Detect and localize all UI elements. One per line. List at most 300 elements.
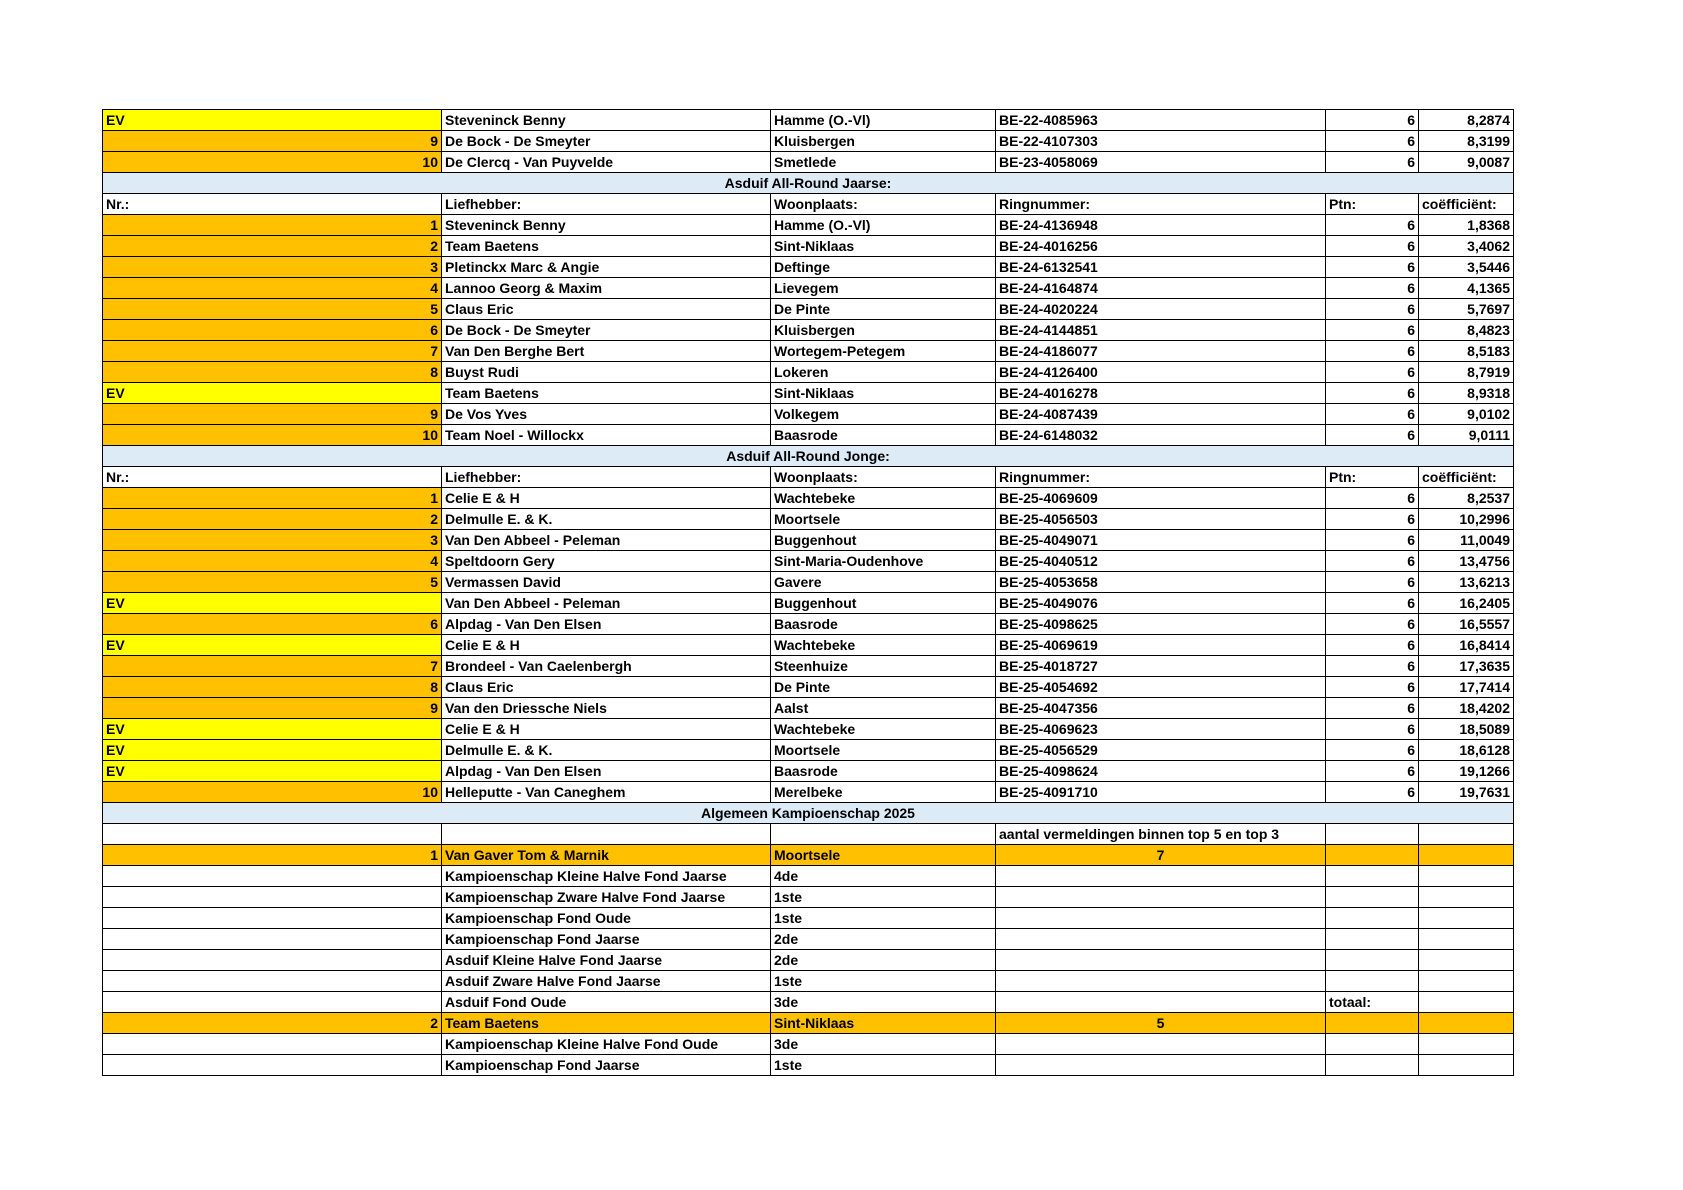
empty-cell bbox=[103, 866, 442, 887]
place-cell: Merelbeke bbox=[771, 782, 996, 803]
section-title-row-jaarse bbox=[103, 173, 1514, 194]
place-cell: Baasrode bbox=[771, 614, 996, 635]
coefficient-cell: 8,3199 bbox=[1419, 131, 1514, 152]
coefficient-cell: 9,0087 bbox=[1419, 152, 1514, 173]
fancier-cell: Celie E & H bbox=[442, 635, 771, 656]
championship-rank: 1ste bbox=[771, 971, 996, 992]
place-cell: Hamme (O.-Vl) bbox=[771, 215, 996, 236]
ring-number-cell: BE-25-4049071 bbox=[996, 530, 1326, 551]
championship-rank: 4de bbox=[771, 866, 996, 887]
fancier-cell: Claus Eric bbox=[442, 677, 771, 698]
ring-number-cell: BE-24-4020224 bbox=[996, 299, 1326, 320]
rank-cell: EV bbox=[103, 383, 442, 404]
empty-cell bbox=[996, 992, 1326, 1013]
ranking-row bbox=[103, 131, 1514, 152]
place-cell: Steenhuize bbox=[771, 656, 996, 677]
ring-number-cell: BE-24-6132541 bbox=[996, 257, 1326, 278]
points-cell: 6 bbox=[1326, 278, 1419, 299]
ring-number-cell: BE-24-4186077 bbox=[996, 341, 1326, 362]
rank-cell: 7 bbox=[103, 656, 442, 677]
empty-cell bbox=[996, 929, 1326, 950]
ring-number-cell: BE-25-4054692 bbox=[996, 677, 1326, 698]
empty-cell bbox=[1326, 929, 1419, 950]
place-cell: Sint-Niklaas bbox=[771, 236, 996, 257]
empty-cell bbox=[1419, 929, 1514, 950]
place-cell: Lokeren bbox=[771, 362, 996, 383]
ring-number-cell: BE-25-4018727 bbox=[996, 656, 1326, 677]
championship-rank: 3de bbox=[771, 992, 996, 1013]
ranking-row bbox=[103, 299, 1514, 320]
header-fancier: Liefhebber: bbox=[442, 467, 771, 488]
championship-mention-row bbox=[103, 929, 1514, 950]
ring-number-cell: BE-23-4058069 bbox=[996, 152, 1326, 173]
header-place: Woonplaats: bbox=[771, 194, 996, 215]
empty-cell bbox=[996, 1055, 1326, 1076]
empty-cell bbox=[1419, 1034, 1514, 1055]
section-title: Asduif All-Round Jaarse: bbox=[103, 173, 1514, 194]
championship-label: Asduif Zware Halve Fond Jaarse bbox=[442, 971, 771, 992]
coefficient-cell: 11,0049 bbox=[1419, 530, 1514, 551]
fancier-cell: De Clercq - Van Puyvelde bbox=[442, 152, 771, 173]
section-title: Asduif All-Round Jonge: bbox=[103, 446, 1514, 467]
ring-number-cell: BE-22-4085963 bbox=[996, 110, 1326, 131]
place-cell: Moortsele bbox=[771, 740, 996, 761]
header-points: Ptn: bbox=[1326, 194, 1419, 215]
empty-cell bbox=[996, 1034, 1326, 1055]
champion-row bbox=[103, 1013, 1514, 1034]
ranking-row bbox=[103, 509, 1514, 530]
points-cell: 6 bbox=[1326, 593, 1419, 614]
place-cell: Aalst bbox=[771, 698, 996, 719]
header-nr: Nr.: bbox=[103, 194, 442, 215]
fancier-cell: Pletinckx Marc & Angie bbox=[442, 257, 771, 278]
championship-mention-row bbox=[103, 866, 1514, 887]
fancier-cell: Claus Eric bbox=[442, 299, 771, 320]
points-cell: 6 bbox=[1326, 215, 1419, 236]
empty-cell bbox=[1419, 992, 1514, 1013]
rank-cell: 3 bbox=[103, 530, 442, 551]
empty-cell bbox=[103, 1055, 442, 1076]
points-cell: 6 bbox=[1326, 782, 1419, 803]
ring-number-cell: BE-24-4016278 bbox=[996, 383, 1326, 404]
champion-name: Team Baetens bbox=[442, 1013, 771, 1034]
ranking-row bbox=[103, 782, 1514, 803]
ranking-row bbox=[103, 572, 1514, 593]
ev-row bbox=[103, 110, 1514, 131]
ranking-row bbox=[103, 656, 1514, 677]
empty-cell bbox=[1419, 887, 1514, 908]
rank-cell: 9 bbox=[103, 131, 442, 152]
points-cell: 6 bbox=[1326, 656, 1419, 677]
championship-label: Kampioenschap Fond Jaarse bbox=[442, 929, 771, 950]
ranking-row bbox=[103, 404, 1514, 425]
empty-cell bbox=[1326, 845, 1419, 866]
coefficient-cell: 5,7697 bbox=[1419, 299, 1514, 320]
coefficient-cell: 19,1266 bbox=[1419, 761, 1514, 782]
fancier-cell: Celie E & H bbox=[442, 719, 771, 740]
place-cell: Buggenhout bbox=[771, 593, 996, 614]
championship-mention-row bbox=[103, 908, 1514, 929]
fancier-cell: Team Baetens bbox=[442, 383, 771, 404]
ev-row bbox=[103, 719, 1514, 740]
ring-number-cell: BE-24-6148032 bbox=[996, 425, 1326, 446]
coefficient-cell: 16,2405 bbox=[1419, 593, 1514, 614]
coefficient-cell: 3,4062 bbox=[1419, 236, 1514, 257]
place-cell: Wortegem-Petegem bbox=[771, 341, 996, 362]
ev-row bbox=[103, 383, 1514, 404]
ring-number-cell: BE-24-4164874 bbox=[996, 278, 1326, 299]
place-cell: Lievegem bbox=[771, 278, 996, 299]
fancier-cell: De Vos Yves bbox=[442, 404, 771, 425]
empty-cell bbox=[1326, 824, 1419, 845]
results-table bbox=[102, 109, 1514, 1076]
ranking-row bbox=[103, 698, 1514, 719]
place-cell: Smetlede bbox=[771, 152, 996, 173]
ring-number-cell: BE-24-4016256 bbox=[996, 236, 1326, 257]
coefficient-cell: 8,7919 bbox=[1419, 362, 1514, 383]
empty-cell bbox=[1419, 950, 1514, 971]
ranking-row bbox=[103, 341, 1514, 362]
header-ring-number: Ringnummer: bbox=[996, 194, 1326, 215]
column-header-row bbox=[103, 194, 1514, 215]
rank-cell: 10 bbox=[103, 152, 442, 173]
ranking-row bbox=[103, 257, 1514, 278]
coefficient-cell: 3,5446 bbox=[1419, 257, 1514, 278]
points-cell: 6 bbox=[1326, 320, 1419, 341]
place-cell: Buggenhout bbox=[771, 530, 996, 551]
fancier-cell: Van Den Abbeel - Peleman bbox=[442, 530, 771, 551]
empty-cell bbox=[103, 950, 442, 971]
coefficient-cell: 17,3635 bbox=[1419, 656, 1514, 677]
rank-cell: 3 bbox=[103, 257, 442, 278]
coefficient-cell: 9,0102 bbox=[1419, 404, 1514, 425]
empty-cell bbox=[103, 908, 442, 929]
ring-number-cell: BE-24-4136948 bbox=[996, 215, 1326, 236]
place-cell: Wachtebeke bbox=[771, 719, 996, 740]
fancier-cell: Van Den Abbeel - Peleman bbox=[442, 593, 771, 614]
ranking-row bbox=[103, 152, 1514, 173]
fancier-cell: Steveninck Benny bbox=[442, 215, 771, 236]
points-cell: 6 bbox=[1326, 341, 1419, 362]
ranking-row bbox=[103, 677, 1514, 698]
coefficient-cell: 16,8414 bbox=[1419, 635, 1514, 656]
header-points: Ptn: bbox=[1326, 467, 1419, 488]
points-cell: 6 bbox=[1326, 572, 1419, 593]
rank-cell: EV bbox=[103, 635, 442, 656]
championship-label: Kampioenschap Kleine Halve Fond Oude bbox=[442, 1034, 771, 1055]
header-ring-number: Ringnummer: bbox=[996, 467, 1326, 488]
points-cell: 6 bbox=[1326, 131, 1419, 152]
fancier-cell: Alpdag - Van Den Elsen bbox=[442, 761, 771, 782]
ring-number-cell: BE-25-4069609 bbox=[996, 488, 1326, 509]
ring-number-cell: BE-25-4049076 bbox=[996, 593, 1326, 614]
points-cell: 6 bbox=[1326, 635, 1419, 656]
empty-cell bbox=[1326, 908, 1419, 929]
empty-cell bbox=[442, 824, 771, 845]
coefficient-cell: 18,5089 bbox=[1419, 719, 1514, 740]
rank-cell: 8 bbox=[103, 677, 442, 698]
empty-cell bbox=[1326, 866, 1419, 887]
header-coefficient: coëfficiënt: bbox=[1419, 467, 1514, 488]
points-cell: 6 bbox=[1326, 152, 1419, 173]
fancier-cell: Speltdoorn Gery bbox=[442, 551, 771, 572]
total-label: totaal: bbox=[1326, 992, 1419, 1013]
rank-cell: 5 bbox=[103, 572, 442, 593]
ring-number-cell: BE-25-4047356 bbox=[996, 698, 1326, 719]
ranking-row bbox=[103, 530, 1514, 551]
ev-row bbox=[103, 635, 1514, 656]
points-cell: 6 bbox=[1326, 677, 1419, 698]
ranking-row bbox=[103, 236, 1514, 257]
place-cell: De Pinte bbox=[771, 677, 996, 698]
rank-cell: EV bbox=[103, 719, 442, 740]
championship-mention-row bbox=[103, 971, 1514, 992]
points-cell: 6 bbox=[1326, 509, 1419, 530]
points-cell: 6 bbox=[1326, 425, 1419, 446]
fancier-cell: De Bock - De Smeyter bbox=[442, 131, 771, 152]
empty-cell bbox=[1419, 1055, 1514, 1076]
ring-number-cell: BE-24-4087439 bbox=[996, 404, 1326, 425]
championship-mention-row bbox=[103, 887, 1514, 908]
place-cell: Kluisbergen bbox=[771, 320, 996, 341]
coefficient-cell: 8,2874 bbox=[1419, 110, 1514, 131]
fancier-cell: Delmulle E. & K. bbox=[442, 509, 771, 530]
ring-number-cell: BE-22-4107303 bbox=[996, 131, 1326, 152]
rank-cell: 10 bbox=[103, 425, 442, 446]
empty-cell bbox=[1419, 845, 1514, 866]
ring-number-cell: BE-25-4069623 bbox=[996, 719, 1326, 740]
championship-rank: 1ste bbox=[771, 1055, 996, 1076]
fancier-cell: Team Baetens bbox=[442, 236, 771, 257]
rank-cell: 4 bbox=[103, 278, 442, 299]
empty-cell bbox=[1419, 908, 1514, 929]
rank-cell: 1 bbox=[103, 488, 442, 509]
fancier-cell: Celie E & H bbox=[442, 488, 771, 509]
empty-cell bbox=[1419, 824, 1514, 845]
place-cell: Hamme (O.-Vl) bbox=[771, 110, 996, 131]
fancier-cell: De Bock - De Smeyter bbox=[442, 320, 771, 341]
points-cell: 6 bbox=[1326, 257, 1419, 278]
ranking-row bbox=[103, 320, 1514, 341]
championship-rank: 1ste bbox=[771, 887, 996, 908]
rank-cell: 2 bbox=[103, 509, 442, 530]
ranking-row bbox=[103, 215, 1514, 236]
ev-row bbox=[103, 761, 1514, 782]
fancier-cell: Delmulle E. & K. bbox=[442, 740, 771, 761]
ranking-row bbox=[103, 614, 1514, 635]
place-cell: Baasrode bbox=[771, 761, 996, 782]
section-title-row-algemeen bbox=[103, 803, 1514, 824]
championship-rank: 2de bbox=[771, 929, 996, 950]
championship-mention-row bbox=[103, 992, 1514, 1013]
place-cell: Volkegem bbox=[771, 404, 996, 425]
rank-cell: EV bbox=[103, 110, 442, 131]
points-cell: 6 bbox=[1326, 740, 1419, 761]
points-cell: 6 bbox=[1326, 110, 1419, 131]
points-cell: 6 bbox=[1326, 383, 1419, 404]
champion-rank: 1 bbox=[103, 845, 442, 866]
empty-cell bbox=[1326, 950, 1419, 971]
place-cell: Wachtebeke bbox=[771, 488, 996, 509]
place-cell: Sint-Niklaas bbox=[771, 383, 996, 404]
champion-place: Sint-Niklaas bbox=[771, 1013, 996, 1034]
fancier-cell: Steveninck Benny bbox=[442, 110, 771, 131]
championship-label: Kampioenschap Zware Halve Fond Jaarse bbox=[442, 887, 771, 908]
champion-mention-count: 5 bbox=[996, 1013, 1326, 1034]
champion-row bbox=[103, 845, 1514, 866]
ring-number-cell: BE-25-4091710 bbox=[996, 782, 1326, 803]
fancier-cell: Team Noel - Willockx bbox=[442, 425, 771, 446]
points-cell: 6 bbox=[1326, 236, 1419, 257]
rank-cell: 10 bbox=[103, 782, 442, 803]
rank-cell: EV bbox=[103, 593, 442, 614]
header-nr: Nr.: bbox=[103, 467, 442, 488]
empty-cell bbox=[1419, 971, 1514, 992]
points-cell: 6 bbox=[1326, 614, 1419, 635]
empty-cell bbox=[1326, 1013, 1419, 1034]
ev-row bbox=[103, 593, 1514, 614]
empty-cell bbox=[103, 929, 442, 950]
rank-cell: EV bbox=[103, 740, 442, 761]
ring-number-cell: BE-25-4098624 bbox=[996, 761, 1326, 782]
coefficient-cell: 8,5183 bbox=[1419, 341, 1514, 362]
empty-cell bbox=[1326, 887, 1419, 908]
coefficient-cell: 1,8368 bbox=[1419, 215, 1514, 236]
coefficient-cell: 8,9318 bbox=[1419, 383, 1514, 404]
coefficient-cell: 16,5557 bbox=[1419, 614, 1514, 635]
champion-name: Van Gaver Tom & Marnik bbox=[442, 845, 771, 866]
rank-cell: 7 bbox=[103, 341, 442, 362]
header-place: Woonplaats: bbox=[771, 467, 996, 488]
algemeen-subheader-row bbox=[103, 824, 1514, 845]
points-cell: 6 bbox=[1326, 530, 1419, 551]
empty-cell bbox=[996, 971, 1326, 992]
fancier-cell: Van Den Berghe Bert bbox=[442, 341, 771, 362]
coefficient-cell: 8,2537 bbox=[1419, 488, 1514, 509]
results-table-body bbox=[103, 110, 1514, 1076]
coefficient-cell: 9,0111 bbox=[1419, 425, 1514, 446]
ring-number-cell: BE-24-4144851 bbox=[996, 320, 1326, 341]
points-cell: 6 bbox=[1326, 299, 1419, 320]
mentions-subheader: aantal vermeldingen binnen top 5 en top 3 bbox=[996, 824, 1326, 845]
empty-cell bbox=[1326, 1055, 1419, 1076]
place-cell: Wachtebeke bbox=[771, 635, 996, 656]
rank-cell: 1 bbox=[103, 215, 442, 236]
fancier-cell: Van den Driessche Niels bbox=[442, 698, 771, 719]
ring-number-cell: BE-24-4126400 bbox=[996, 362, 1326, 383]
column-header-row bbox=[103, 467, 1514, 488]
rank-cell: 6 bbox=[103, 614, 442, 635]
fancier-cell: Brondeel - Van Caelenbergh bbox=[442, 656, 771, 677]
empty-cell bbox=[103, 992, 442, 1013]
points-cell: 6 bbox=[1326, 761, 1419, 782]
place-cell: Moortsele bbox=[771, 509, 996, 530]
ring-number-cell: BE-25-4053658 bbox=[996, 572, 1326, 593]
fancier-cell: Lannoo Georg & Maxim bbox=[442, 278, 771, 299]
rank-cell: 2 bbox=[103, 236, 442, 257]
place-cell: Baasrode bbox=[771, 425, 996, 446]
rank-cell: 4 bbox=[103, 551, 442, 572]
points-cell: 6 bbox=[1326, 719, 1419, 740]
fancier-cell: Helleputte - Van Caneghem bbox=[442, 782, 771, 803]
place-cell: Sint-Maria-Oudenhove bbox=[771, 551, 996, 572]
championship-label: Kampioenschap Kleine Halve Fond Jaarse bbox=[442, 866, 771, 887]
coefficient-cell: 13,4756 bbox=[1419, 551, 1514, 572]
ring-number-cell: BE-25-4056503 bbox=[996, 509, 1326, 530]
ev-row bbox=[103, 740, 1514, 761]
ring-number-cell: BE-25-4069619 bbox=[996, 635, 1326, 656]
ranking-row bbox=[103, 488, 1514, 509]
champion-mention-count: 7 bbox=[996, 845, 1326, 866]
coefficient-cell: 10,2996 bbox=[1419, 509, 1514, 530]
empty-cell bbox=[996, 887, 1326, 908]
section-title-row-jonge bbox=[103, 446, 1514, 467]
ranking-row bbox=[103, 551, 1514, 572]
championship-label: Kampioenschap Fond Oude bbox=[442, 908, 771, 929]
championship-mention-row bbox=[103, 950, 1514, 971]
place-cell: Gavere bbox=[771, 572, 996, 593]
empty-cell bbox=[1326, 1034, 1419, 1055]
ring-number-cell: BE-25-4098625 bbox=[996, 614, 1326, 635]
ranking-row bbox=[103, 425, 1514, 446]
fancier-cell: Alpdag - Van Den Elsen bbox=[442, 614, 771, 635]
coefficient-cell: 19,7631 bbox=[1419, 782, 1514, 803]
fancier-cell: Vermassen David bbox=[442, 572, 771, 593]
championship-rank: 1ste bbox=[771, 908, 996, 929]
points-cell: 6 bbox=[1326, 698, 1419, 719]
place-cell: De Pinte bbox=[771, 299, 996, 320]
championship-rank: 3de bbox=[771, 1034, 996, 1055]
empty-cell bbox=[103, 1034, 442, 1055]
coefficient-cell: 17,7414 bbox=[1419, 677, 1514, 698]
coefficient-cell: 13,6213 bbox=[1419, 572, 1514, 593]
points-cell: 6 bbox=[1326, 551, 1419, 572]
points-cell: 6 bbox=[1326, 404, 1419, 425]
ranking-row bbox=[103, 362, 1514, 383]
championship-label: Kampioenschap Fond Jaarse bbox=[442, 1055, 771, 1076]
section-title: Algemeen Kampioenschap 2025 bbox=[103, 803, 1514, 824]
champion-place: Moortsele bbox=[771, 845, 996, 866]
empty-cell bbox=[996, 908, 1326, 929]
empty-cell bbox=[1419, 1013, 1514, 1034]
header-coefficient: coëfficiënt: bbox=[1419, 194, 1514, 215]
rank-cell: 9 bbox=[103, 698, 442, 719]
points-cell: 6 bbox=[1326, 488, 1419, 509]
champion-rank: 2 bbox=[103, 1013, 442, 1034]
championship-label: Asduif Kleine Halve Fond Jaarse bbox=[442, 950, 771, 971]
place-cell: Kluisbergen bbox=[771, 131, 996, 152]
championship-mention-row bbox=[103, 1055, 1514, 1076]
ring-number-cell: BE-25-4056529 bbox=[996, 740, 1326, 761]
coefficient-cell: 18,6128 bbox=[1419, 740, 1514, 761]
ring-number-cell: BE-25-4040512 bbox=[996, 551, 1326, 572]
rank-cell: 6 bbox=[103, 320, 442, 341]
fancier-cell: Buyst Rudi bbox=[442, 362, 771, 383]
ranking-row bbox=[103, 278, 1514, 299]
empty-cell bbox=[103, 824, 442, 845]
empty-cell bbox=[1419, 866, 1514, 887]
coefficient-cell: 4,1365 bbox=[1419, 278, 1514, 299]
championship-mention-row bbox=[103, 1034, 1514, 1055]
empty-cell bbox=[996, 950, 1326, 971]
championship-label: Asduif Fond Oude bbox=[442, 992, 771, 1013]
header-fancier: Liefhebber: bbox=[442, 194, 771, 215]
coefficient-cell: 8,4823 bbox=[1419, 320, 1514, 341]
empty-cell bbox=[771, 824, 996, 845]
rank-cell: 5 bbox=[103, 299, 442, 320]
points-cell: 6 bbox=[1326, 362, 1419, 383]
empty-cell bbox=[1326, 971, 1419, 992]
